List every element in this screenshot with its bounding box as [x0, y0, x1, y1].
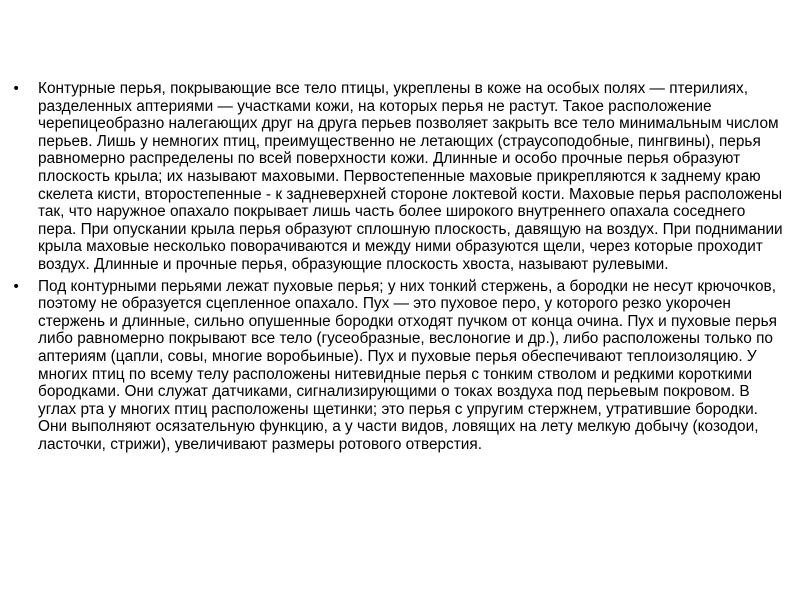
bullet-list — [10, 80, 786, 457]
bullet-marker: • — [12, 81, 21, 97]
paragraph-down-feathers: Под контурными перьями лежат пуховые перья; у них тонкий стержень, а бородки не несут крючочков, поэтому не образуется сцепленное опахало. Пух — это пуховое перо, у которого резко укорочен стержень и длинные, сильно опушенные бородки отходят пучком от конца очина. Пух и пуховые перья либо равномерно покрывают все тело (гусеобразные, веслоногие и др.), либо расположены только по аптериям (цапли, совы, многие воробьиные). Пух и пуховые перья обеспечивают теплоизоляцию. У многих птиц по всему телу расположены нитевидные перья с тонким стволом и редкими короткими бородками. Они служат датчиками, сигнализирующими о токах воздуха под перьевым покровом. В углах рта у многих птиц расположены щетинки; это перья с упругим стержнем, утратившие бородки. Они выполняют осязательную функцию, а у части видов, ловящих на лету мелкую добычу (козодои, ласточки, стрижи), увеличивают размеры ротового отверстия. — [38, 277, 777, 453]
paragraph-contour-feathers: Контурные перья, покрывающие все тело птицы, укреплены в коже на особых полях — птерилиях, разделенных аптериями — участками кожи, на которых перья не растут. Такое расположение черепицеобразно налегающих друг на друга перьев позволяет закрыть все тело минимальным числом перьев. Лишь у немногих птиц, преимущественно не летающих (страусоподобные, пингвины), перья равномерно распределены по всей поверхности кожи. Длинные и особо прочные перья образуют плоскость крыла; их называют маховыми. Первостепенные маховые прикрепляются к заднему краю скелета кисти, второстепенные - к задневерхней стороне локтевой кости. Маховые перья расположены так, что наружное опахало покрывает лишь часть более широкого внутреннего опахала соседнего пера. При опускании крыла перья образуют сплошную плоскость, давящую на воздух. При поднимании крыла маховые несколько поворачиваются и между ними образуются щели, через которые проходит воздух. Длинные и прочные перья, образующие плоскость хвоста, называют рулевыми. — [38, 80, 783, 273]
bullet-marker: • — [12, 278, 21, 295]
bullet-item-contour-feathers — [10, 80, 786, 274]
bullet-item-down-feathers — [10, 278, 786, 454]
